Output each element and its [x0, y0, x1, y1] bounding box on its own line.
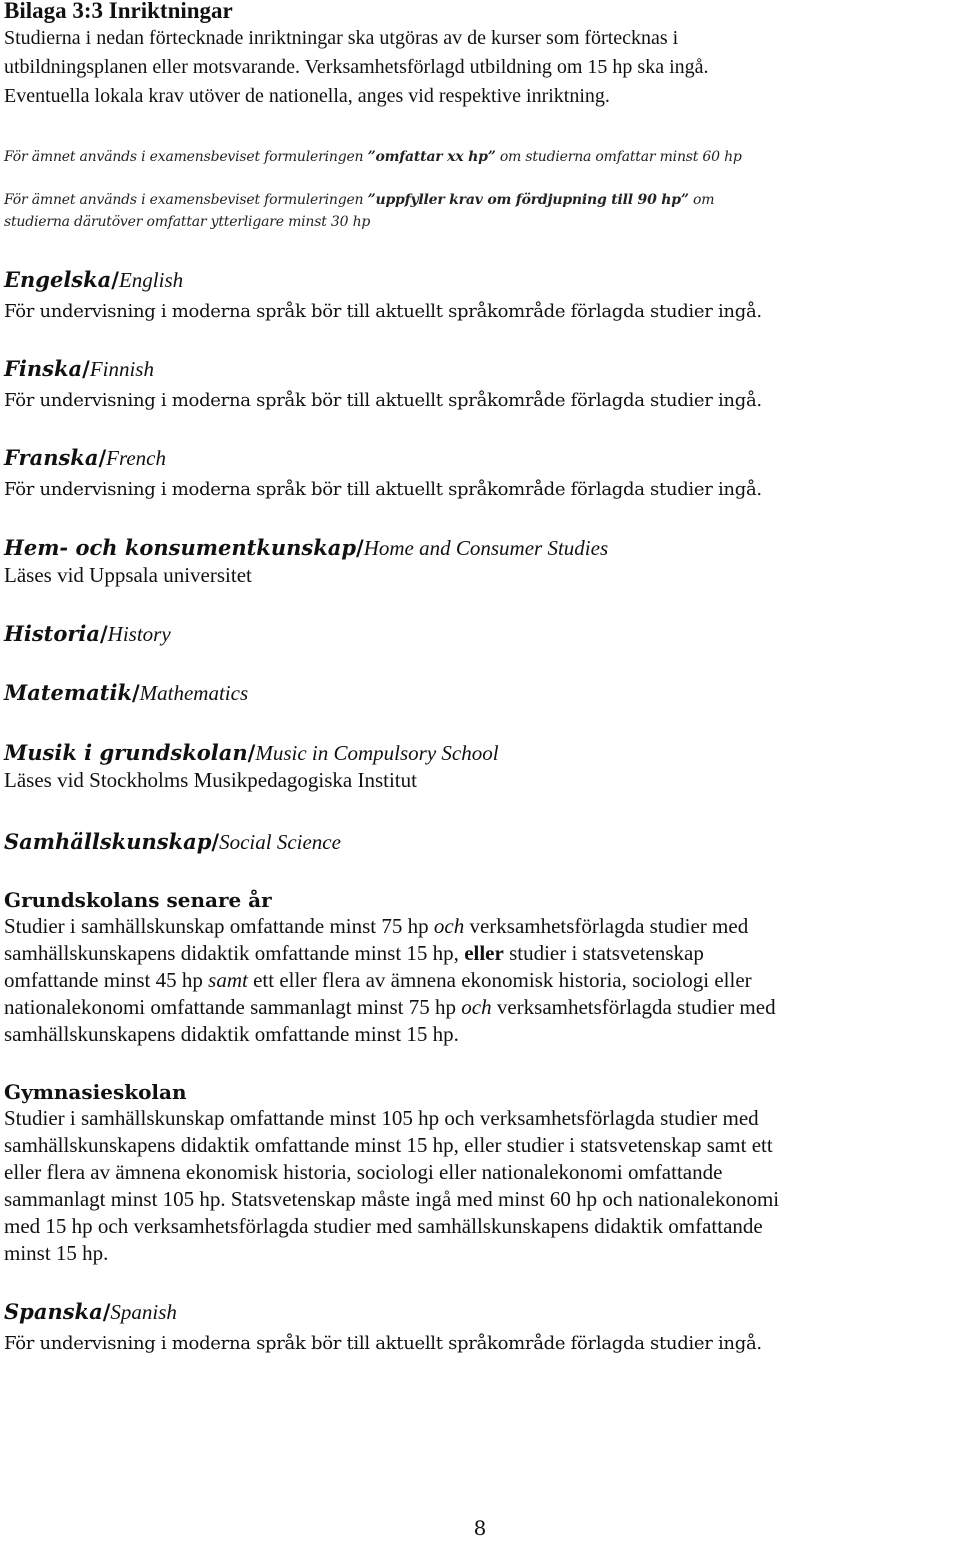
emphasis: och [433, 914, 465, 938]
section-text: Läses vid Stockholms Musikpedagogiska Institut [4, 768, 417, 792]
section-text: För undervisning i moderna språk bör till aktuellt språkområde förlagda studier ingå. [4, 1333, 762, 1354]
paragraph-text: minst 15 hp. [4, 1241, 109, 1265]
note-fordjupning [4, 189, 956, 233]
section-text: För undervisning i moderna språk bör till aktuellt språkområde förlagda studier ingå. [4, 301, 762, 322]
section-samhallskunskap [4, 829, 956, 855]
paragraph-text: verksamhetsförlagda studier med [464, 914, 749, 938]
paragraph-text: samhällskunskapens didaktik omfattande minst 15 hp. [4, 1022, 459, 1046]
emphasis: samt [208, 968, 248, 992]
paragraph-text: samhällskunskapens didaktik omfattande minst 15 hp, [4, 941, 465, 965]
note-text: För ämnet används i examensbeviset formuleringen [4, 149, 368, 165]
section-text: För undervisning i moderna språk bör till aktuellt språkområde förlagda studier ingå. [4, 390, 762, 411]
emphasis: eller [464, 941, 504, 965]
subsection-heading: Gymnasieskolan [4, 1080, 187, 1104]
paragraph-text: samhällskunskapens didaktik omfattande minst 15 hp, eller studier i statsvetenskap samt ett [4, 1133, 773, 1157]
note-emphasis: ”uppfyller krav om fördjupning till 90 hp” [367, 192, 689, 208]
paragraph-text: nationalekonomi omfattande sammanlagt minst 75 hp [4, 995, 462, 1019]
section-finska [4, 356, 956, 414]
section-heading: Finska/Finnish [4, 356, 154, 381]
page-title: Bilaga 3:3 Inriktningar [4, 0, 233, 23]
note-text: om studierna omfattar minst 60 hp [495, 149, 742, 165]
paragraph-text: med 15 hp och verksamhetsförlagda studier med samhällskunskapens didaktik omfattande [4, 1214, 763, 1238]
note-omfattar [4, 146, 956, 168]
section-text: För undervisning i moderna språk bör till aktuellt språkområde förlagda studier ingå. [4, 479, 762, 500]
section-text: Läses vid Uppsala universitet [4, 563, 252, 587]
subsection-heading: Grundskolans senare år [4, 888, 272, 912]
section-historia [4, 621, 956, 647]
section-hem [4, 535, 956, 589]
note-text: om [688, 192, 715, 208]
intro-line: Studierna i nedan förtecknade inriktningar ska utgöras av de kurser som förtecknas i [4, 27, 679, 49]
section-matematik [4, 680, 956, 706]
paragraph-text: omfattande minst 45 hp [4, 968, 209, 992]
paragraph-text: eller flera av ämnena ekonomisk historia, sociologi eller nationalekonomi omfattande [4, 1160, 723, 1184]
intro-line: Eventuella lokala krav utöver de nationella, anges vid respektive inriktning. [4, 85, 610, 107]
paragraph-text: ett eller flera av ämnena ekonomisk historia, sociologi eller [247, 968, 752, 992]
section-heading: Engelska/English [4, 267, 184, 292]
section-heading: Samhällskunskap/Social Science [4, 829, 341, 854]
section-heading: Spanska/Spanish [4, 1299, 177, 1324]
emphasis: och [461, 995, 492, 1019]
intro-line: utbildningsplanen eller motsvarande. Verksamhetsförlagd utbildning om 15 hp ska ingå. [4, 56, 709, 78]
subsection-gymnasieskolan [4, 1079, 956, 1267]
paragraph-text: sammanlagt minst 105 hp. Statsvetenskap måste ingå med minst 60 hp och nationalekonomi [4, 1187, 780, 1211]
section-heading: Historia/History [4, 621, 171, 646]
paragraph-text: verksamhetsförlagda studier med [491, 995, 776, 1019]
section-musik [4, 740, 956, 794]
paragraph-text: Studier i samhällskunskap omfattande minst 75 hp [4, 914, 434, 938]
header [4, 0, 956, 111]
subsection-grundskolan [4, 887, 956, 1048]
section-heading: Hem- och konsumentkunskap/Home and Consumer Studies [4, 535, 609, 560]
section-franska [4, 445, 956, 503]
note-text: För ämnet används i examensbeviset formuleringen [4, 192, 368, 208]
section-heading: Musik i grundskolan/Music in Compulsory School [4, 740, 499, 765]
paragraph-text: Studier i samhällskunskap omfattande minst 105 hp och verksamhetsförlagda studier med [4, 1106, 759, 1130]
page-number: 8 [473, 1516, 487, 1540]
section-heading: Matematik/Mathematics [4, 680, 249, 705]
section-engelska [4, 267, 956, 325]
section-heading: Franska/French [4, 445, 167, 470]
note-text: studierna därutöver omfattar ytterligare minst 30 hp [4, 214, 371, 230]
note-emphasis: ”omfattar xx hp” [367, 149, 496, 165]
section-spanska [4, 1299, 956, 1357]
paragraph-text: studier i statsvetenskap [503, 941, 704, 965]
